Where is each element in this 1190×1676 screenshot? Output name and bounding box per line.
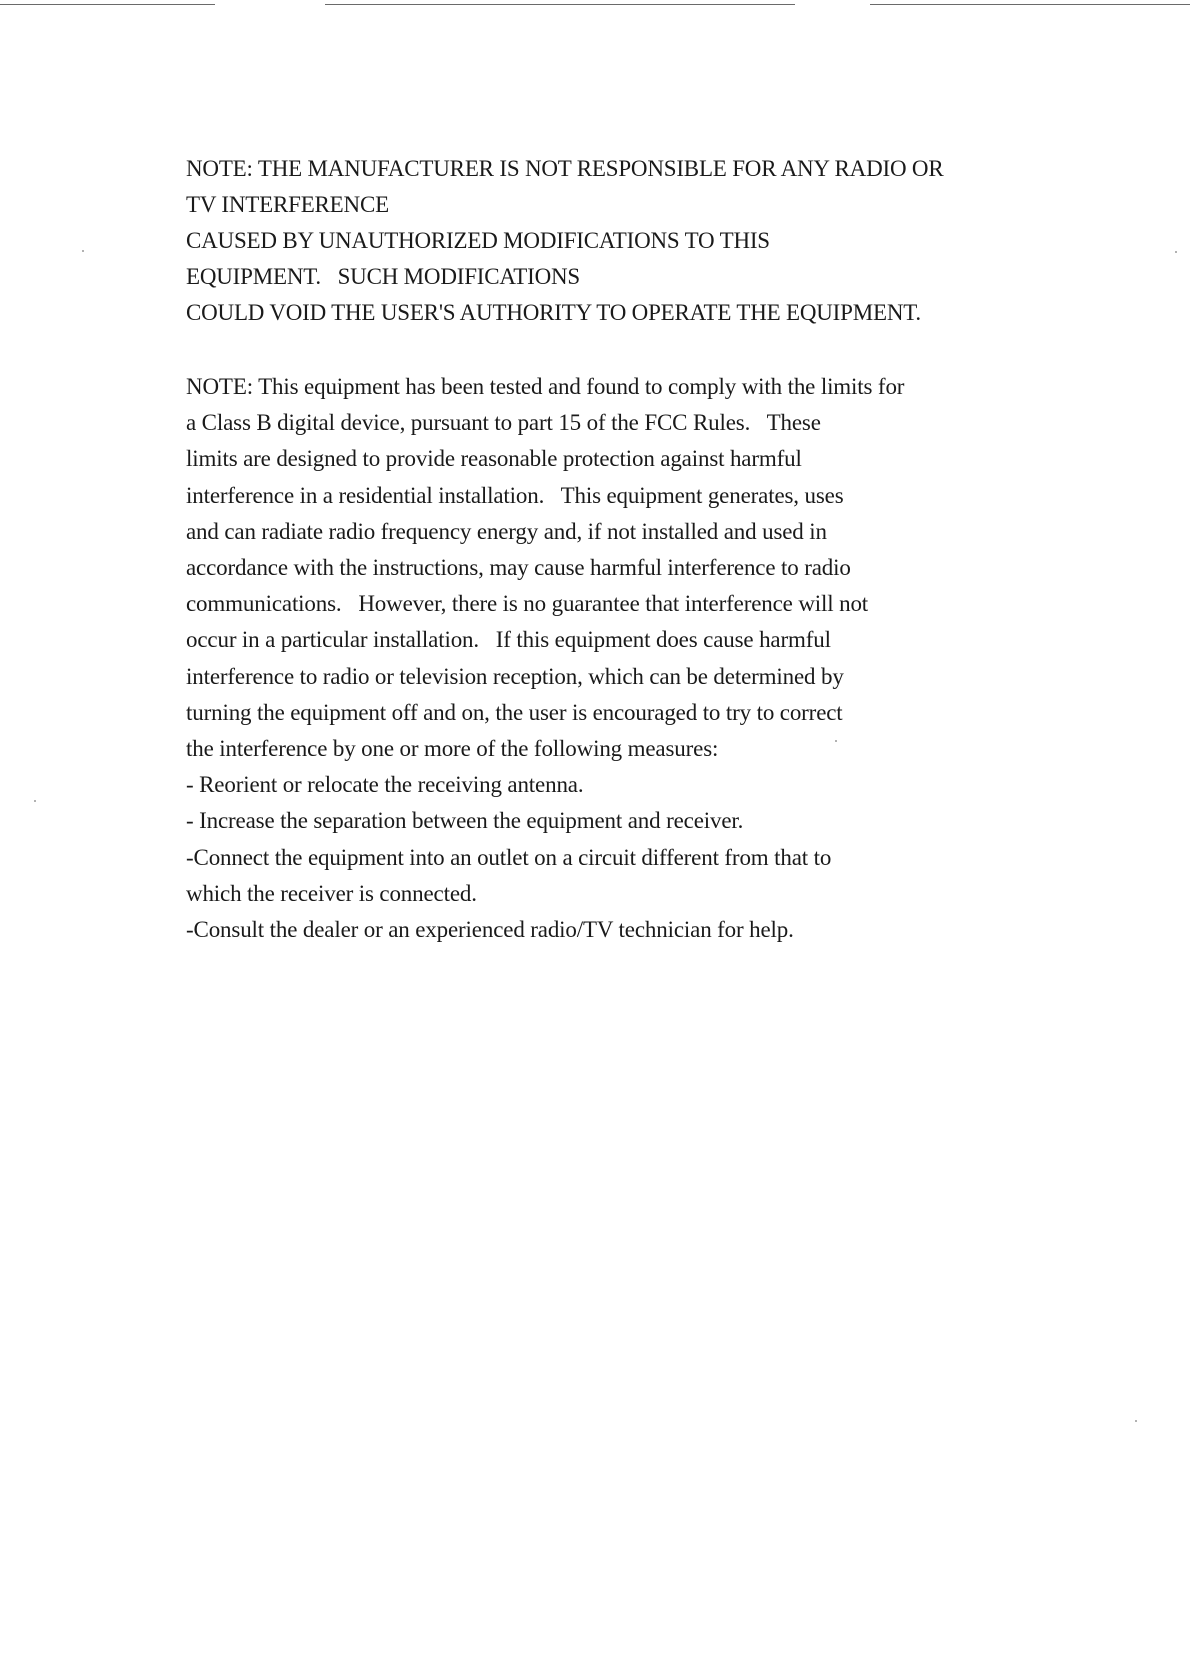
scan-border-line: [325, 4, 795, 5]
scan-speck: [82, 250, 84, 252]
note-line: occur in a particular installation. If this equipment does cause harmful: [186, 627, 831, 653]
measure-item: -Connect the equipment into an outlet on a circuit different from that to: [186, 844, 832, 870]
notice-line: COULD VOID THE USER'S AUTHORITY TO OPERATE THE EQUIPMENT.: [186, 300, 921, 325]
measure-item: -Consult the dealer or an experienced radio/TV technician for help.: [186, 917, 794, 943]
scan-border-line: [0, 4, 215, 5]
note-line: accordance with the instructions, may cause harmful interference to radio: [186, 555, 851, 581]
scan-speck: [1175, 251, 1177, 253]
measure-item: which the receiver is connected.: [186, 880, 477, 906]
manufacturer-notice: [186, 151, 1046, 331]
notice-line: EQUIPMENT. SUCH MODIFICATIONS: [186, 264, 580, 289]
scan-speck: [34, 800, 36, 802]
measure-item: - Increase the separation between the equipment and receiver.: [186, 808, 744, 834]
scan-speck: [1135, 1420, 1137, 1422]
notice-line: NOTE: THE MANUFACTURER IS NOT RESPONSIBLE FOR ANY RADIO OR: [186, 156, 944, 181]
note-line: NOTE: This equipment has been tested and found to comply with the limits for: [186, 374, 905, 399]
fcc-compliance-note: [186, 369, 1046, 948]
note-line: turning the equipment off and on, the user is encouraged to try to correct: [186, 699, 843, 725]
note-line: interference in a residential installation. This equipment generates, uses: [186, 482, 844, 508]
note-line: communications. However, there is no guarantee that interference will not: [186, 591, 869, 617]
notice-line: CAUSED BY UNAUTHORIZED MODIFICATIONS TO THIS: [186, 228, 770, 253]
note-line: interference to radio or television reception, which can be determined by: [186, 663, 844, 689]
notice-line: TV INTERFERENCE: [186, 192, 389, 217]
note-line: a Class B digital device, pursuant to part 15 of the FCC Rules. These: [186, 410, 821, 436]
scan-border-line: [870, 4, 1190, 5]
measure-item: - Reorient or relocate the receiving antenna.: [186, 772, 584, 798]
note-line: the interference by one or more of the following measures:: [186, 736, 719, 762]
note-line: and can radiate radio frequency energy and, if not installed and used in: [186, 518, 827, 544]
note-line: limits are designed to provide reasonable protection against harmful: [186, 446, 802, 472]
